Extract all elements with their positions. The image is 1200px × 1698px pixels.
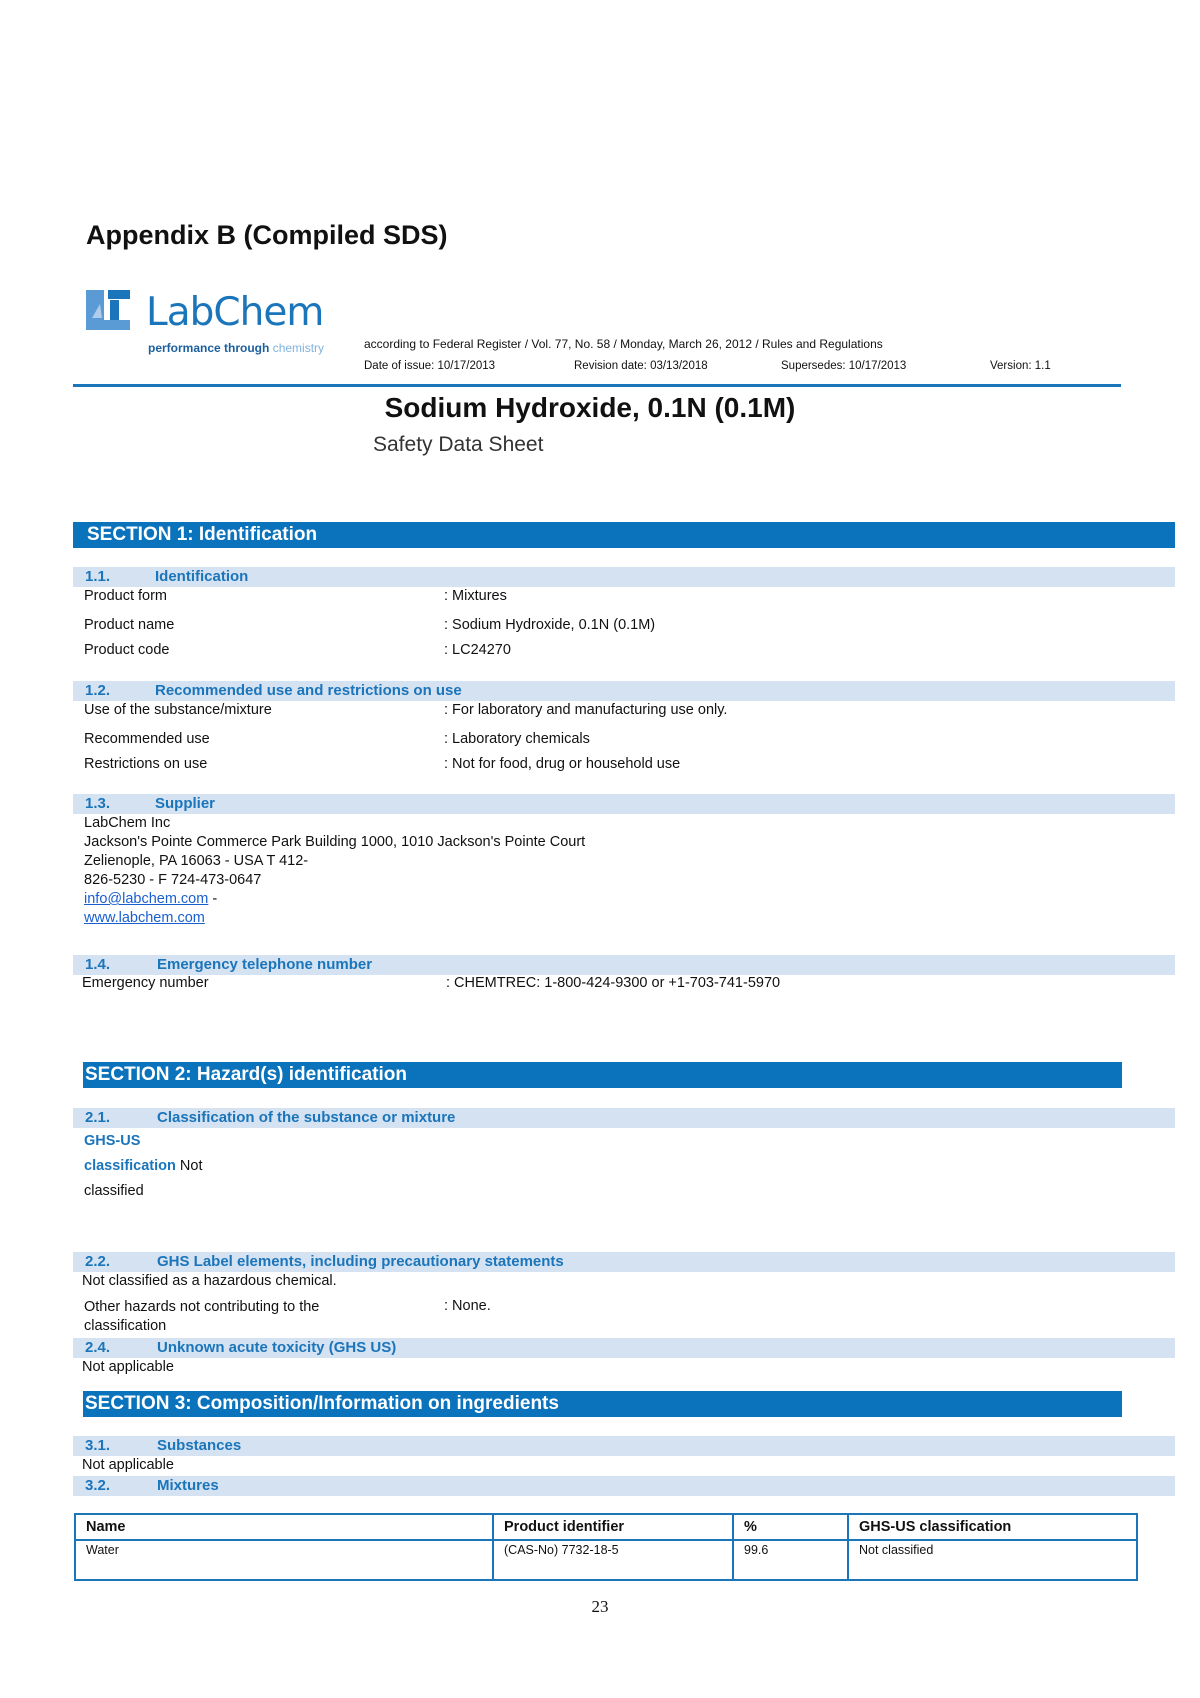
composition-table [74,1513,1138,1581]
supplier-address [84,814,585,928]
emergency-number-value: : CHEMTREC: 1-800-424-9300 or +1-703-741-5970 [446,975,781,991]
product-form-value: : Mixtures [444,588,507,604]
regulation-line: according to Federal Register / Vol. 77, No. 58 / Monday, March 26, 2012 / Rules and Regulations [364,337,883,351]
ghs-us-label: GHS-US [84,1133,141,1149]
product-form-label: Product form [84,588,167,604]
supplier-line: Jackson's Pointe Commerce Park Building 1000, 1010 Jackson's Pointe Court [84,834,586,850]
subsection-3-1: 3.1. Substances [73,1436,1175,1456]
table-cell: 99.6 [733,1540,848,1580]
product-code-label: Product code [84,642,170,658]
subsection-2-2: 2.2. GHS Label elements, including precautionary statements [73,1252,1175,1272]
appendix-title: Appendix B (Compiled SDS) [86,220,448,250]
supplier-line: Zelienople, PA 16063 - USA T 412- [84,853,309,869]
subsection-1-1: 1.1. Identification [73,567,1175,587]
emergency-number-label: Emergency number [82,975,209,991]
page-number: 23 [591,1597,609,1616]
version: Version: 1.1 [990,360,1051,372]
column-header: % [733,1514,848,1540]
column-header: GHS-US classification [848,1514,1137,1540]
classification-label: classification [84,1158,176,1174]
section2-heading: SECTION 2: Hazard(s) identification [83,1062,1122,1088]
table-header-row [75,1514,1137,1540]
other-hazards-value: : None. [444,1298,491,1314]
subsection-1-3: 1.3. Supplier [73,794,1175,814]
table-cell: Water [75,1540,493,1580]
supplier-line: 826-5230 - F 724-473-0647 [84,872,262,888]
product-name-value: : Sodium Hydroxide, 0.1N (0.1M) [444,617,656,633]
subsection-1-4: 1.4. Emergency telephone number [73,955,1175,975]
section1-heading: SECTION 1: Identification [73,522,1175,548]
subsection-1-2: 1.2. Recommended use and restrictions on use [73,681,1175,701]
product-code-value: : LC24270 [444,642,511,658]
email-separator: - [208,891,218,907]
document-subtitle: Safety Data Sheet [373,433,544,456]
supplier-line: LabChem Inc [84,815,171,831]
restrictions-value: : Not for food, drug or household use [444,756,681,772]
header-divider [73,384,1121,387]
document-title: Sodium Hydroxide, 0.1N (0.1M) [384,392,796,423]
other-hazards-label: Other hazards not contributing to the classification [84,1299,320,1334]
website-link[interactable]: www.labchem.com [84,910,205,926]
classification-value-cont: classified [84,1183,144,1199]
supersedes: Supersedes: 10/17/2013 [781,360,907,372]
recommended-use-value: : Laboratory chemicals [444,731,590,747]
label-elements-text: Not classified as a hazardous chemical. [82,1273,337,1289]
subsection-3-2: 3.2. Mixtures [73,1476,1175,1496]
date-of-issue: Date of issue: 10/17/2013 [364,360,496,372]
table-cell: Not classified [848,1540,1137,1580]
column-header: Name [75,1514,493,1540]
subsection-2-1: 2.1. Classification of the substance or mixture [73,1108,1175,1128]
substances-text: Not applicable [82,1457,174,1473]
section3-heading: SECTION 3: Composition/Information on ingredients [83,1391,1122,1417]
use-label: Use of the substance/mixture [84,702,272,718]
classification-value: Not [175,1158,203,1174]
acute-toxicity-text: Not applicable [82,1359,174,1375]
ghs-classification [84,1129,202,1204]
subsection-2-4: 2.4. Unknown acute toxicity (GHS US) [73,1338,1175,1358]
column-header: Product identifier [493,1514,733,1540]
table-row [75,1540,1137,1580]
restrictions-label: Restrictions on use [84,756,208,772]
revision-date: Revision date: 03/13/2018 [574,360,708,372]
email-link[interactable]: info@labchem.com [84,891,209,907]
table-cell: (CAS-No) 7732-18-5 [493,1540,733,1580]
use-value: : For laboratory and manufacturing use only. [444,702,728,718]
logo-wordmark: LabChem [146,290,324,335]
product-name-label: Product name [84,617,175,633]
recommended-use-label: Recommended use [84,731,210,747]
logo-tagline: performance through chemistry [148,341,325,355]
labchem-logo-icon [86,290,136,334]
